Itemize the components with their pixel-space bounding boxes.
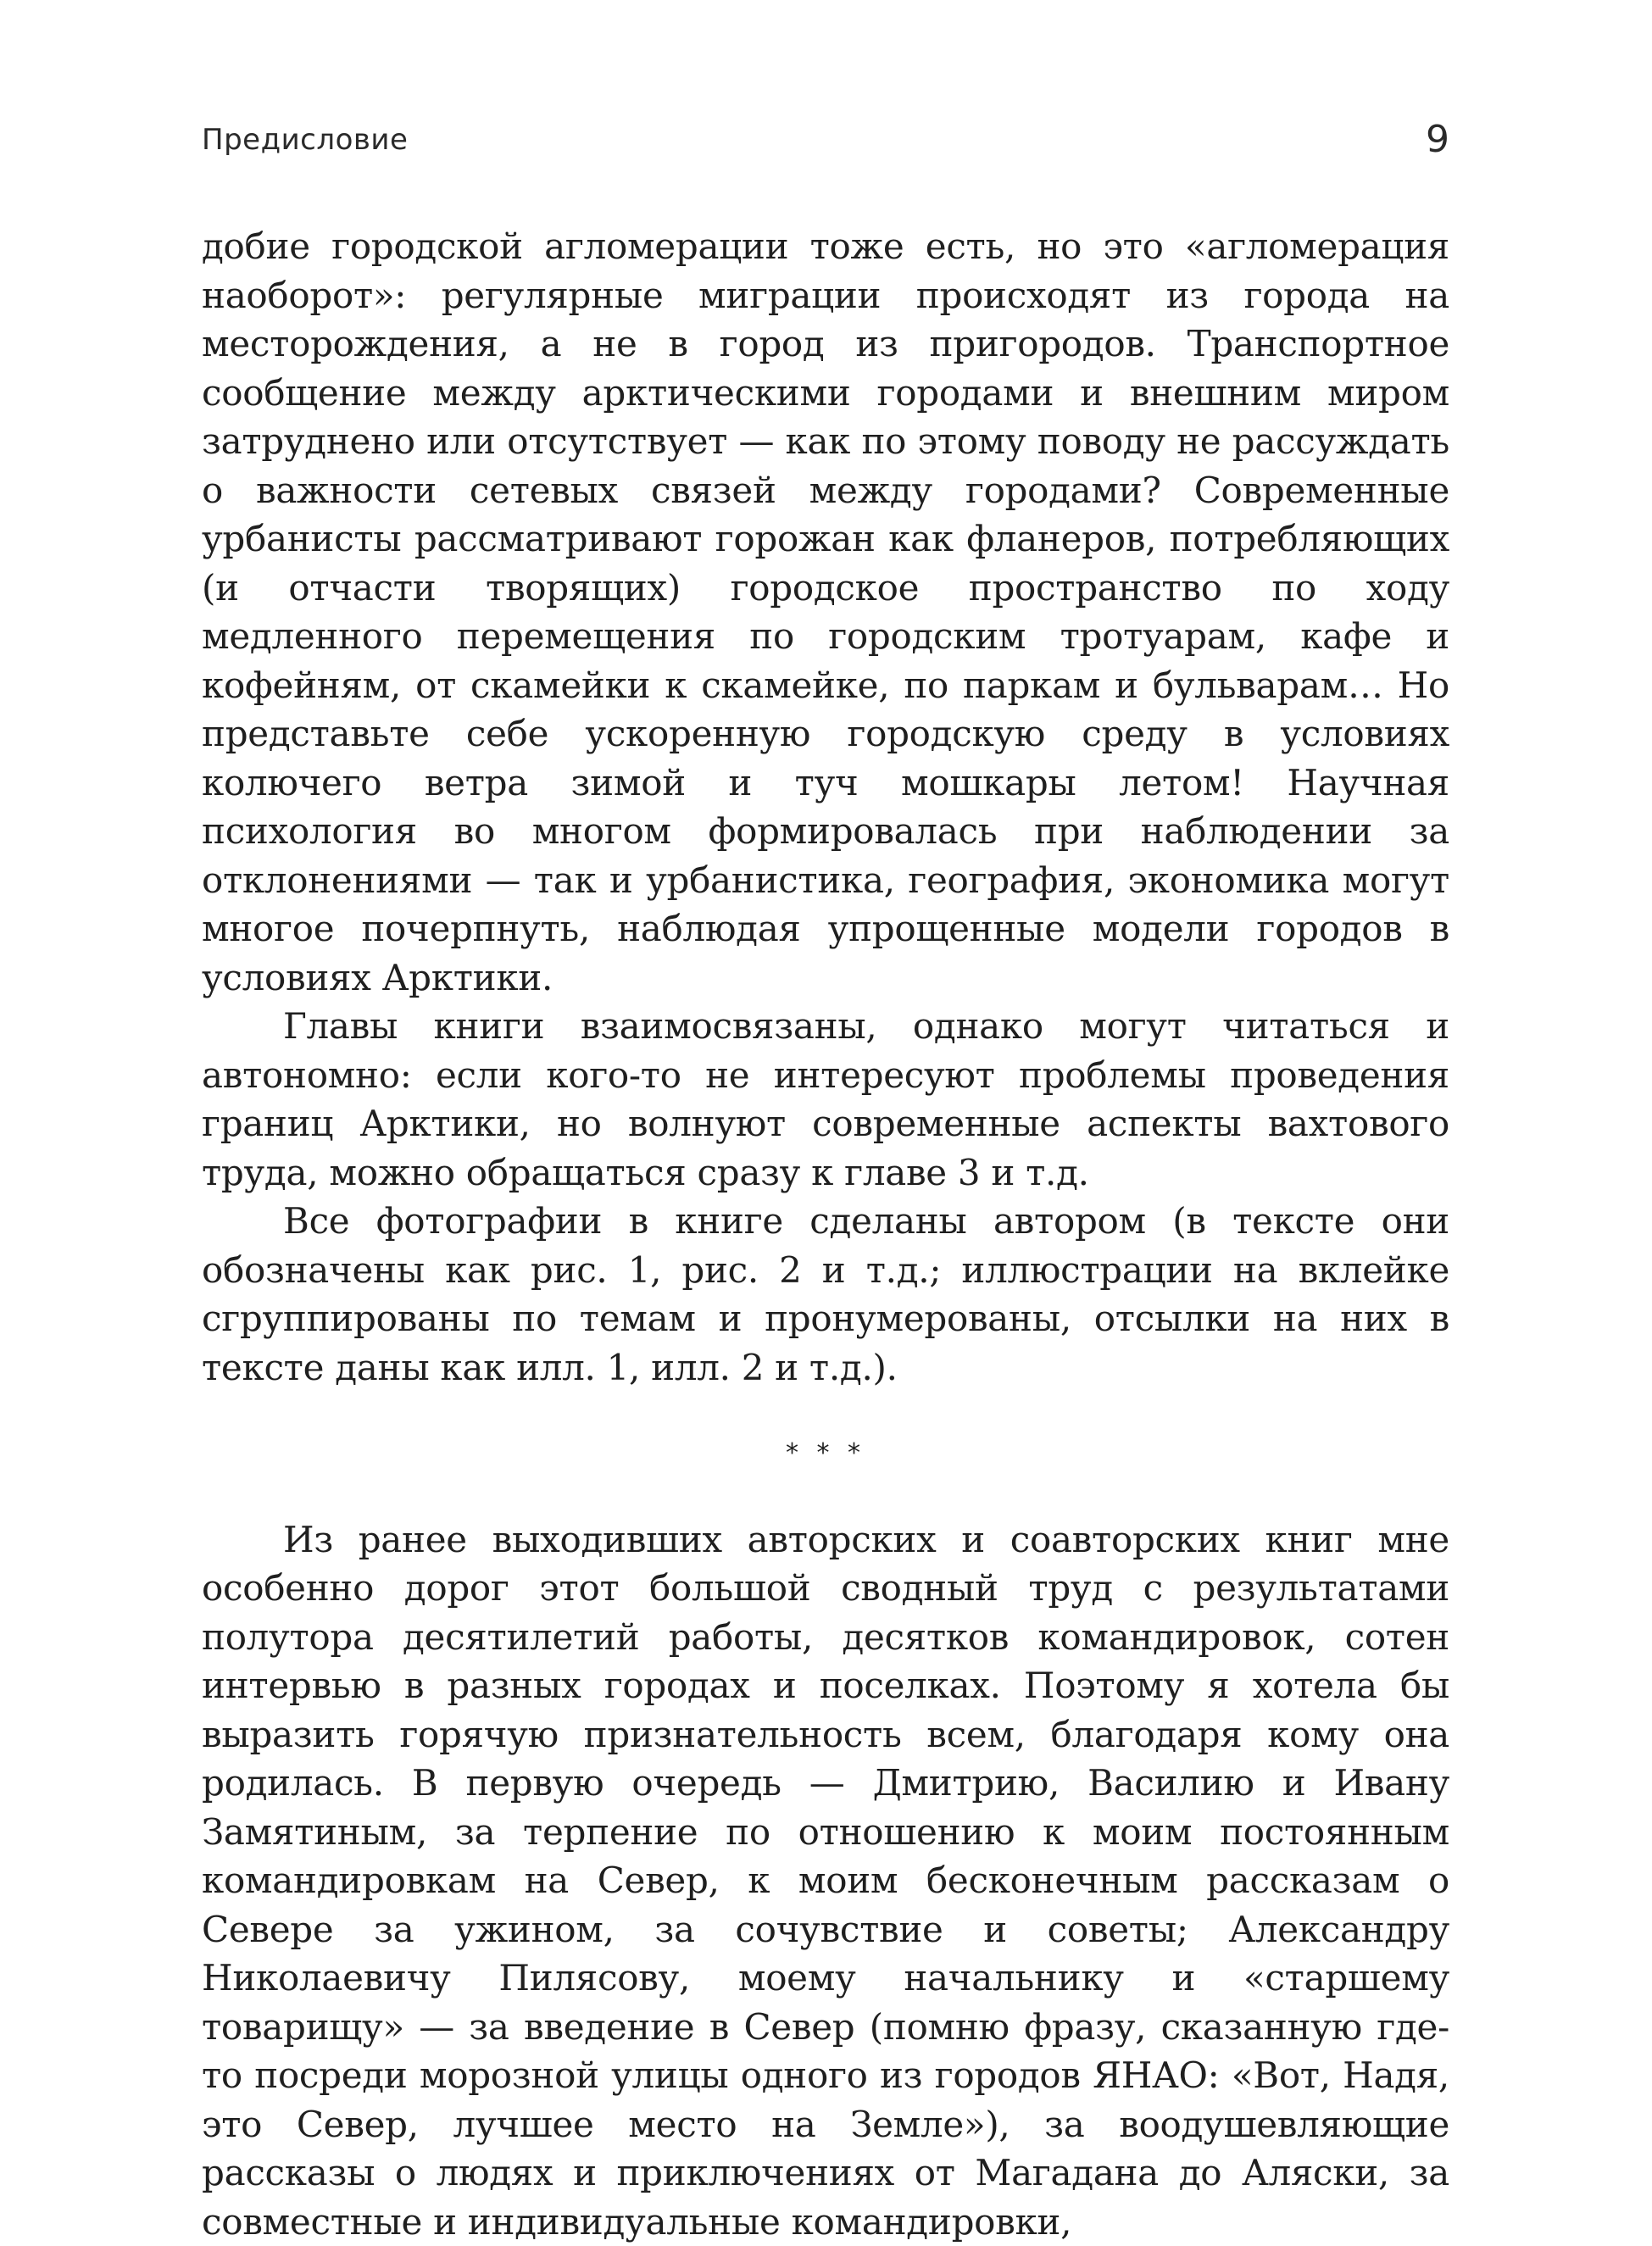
page-number: 9	[1426, 118, 1449, 161]
running-head	[202, 123, 1449, 165]
paragraph: Из ранее выходивших авторских и соавторских книг мне особенно дорог этот большой сводный труд с результатами полутора десятилетий работы, десятков командировок, сотен интервью в разных городах и поселках. Поэтому я хотела бы выразить горячую признательность всем, благодаря кому она родилась. В первую очередь — Дмитрию, Василию и Ивану Замятиным, за терпение по отношению к моим постоянным командировкам на Север, к моим бесконечным рассказам о Севере за ужином, за сочувствие и советы; Александру Николаевичу Пилясову, моему начальнику и «старшему товарищу» — за введение в Север (помню фразу, сказанную где-то посреди морозной улицы одного из городов ЯНАО: «Вот, Надя, это Север, лучшее место на Земле»), за воодушевляющие рассказы о людях и приключениях от Магадана до Аляски, за совместные и индивидуальные командировки,	[202, 1515, 1449, 2246]
section-separator: * * *	[202, 1429, 1449, 1478]
paragraph: Главы книги взаимосвязаны, однако могут читаться и автономно: если кого-то не интересуют проблемы проведения границ Арктики, но волнуют современные аспекты вахтового труда, можно обращаться сразу к главе 3 и т.д.	[202, 1002, 1449, 1197]
paragraph: добие городской агломерации тоже есть, но это «агломерация наоборот»: регулярные миграции происходят из города на месторождения, а не в город из пригородов. Транспортное сообщение между арктическими городами и внешним миром затруднено или отсутствует — как по этому поводу не рассуждать о важности сетевых связей между городами? Современные урбанисты рассматривают горожан как фланеров, потребляющих (и отчасти творящих) городское пространство по ходу медленного перемещения по городским тротуарам, кафе и кофейням, от скамейки к скамейке, по паркам и бульварам… Но представьте себе ускоренную городскую среду в условиях колючего ветра зимой и туч мошкары летом! Научная психология во многом формировалась при наблюдении за отклонениями — так и урбанистика, география, экономика могут многое почерпнуть, наблюдая упрощенные модели городов в условиях Арктики.	[202, 222, 1449, 1002]
body-text	[202, 222, 1449, 2246]
section-title: Предисловие	[202, 123, 408, 157]
paragraph: Все фотографии в книге сделаны автором (в тексте они обозначены как рис. 1, рис. 2 и т.д.; иллюстрации на вклейке сгруппированы по темам и пронумерованы, отсылки на них в тексте даны как илл. 1, илл. 2 и т.д.).	[202, 1197, 1449, 1392]
